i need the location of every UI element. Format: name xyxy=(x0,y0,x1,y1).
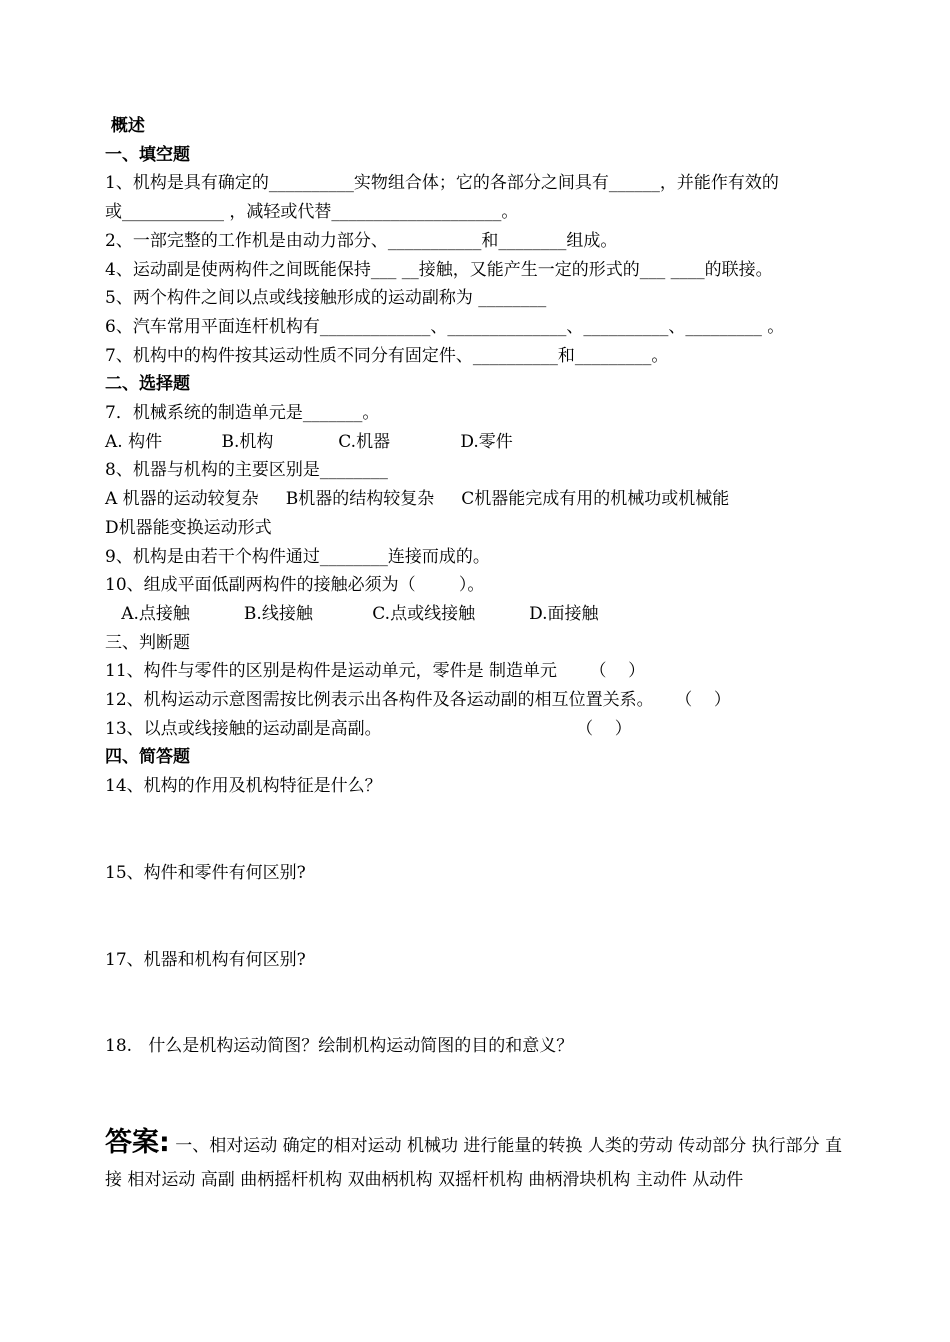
question-10-options: A.点接触 B.线接触 C.点或线接触 D.面接触 xyxy=(105,603,599,624)
question-8-options: A 机器的运动较复杂 B机器的结构较复杂 C机器能完成有用的机械功或机械能 xyxy=(105,489,730,510)
answer-title: 答案: xyxy=(105,1127,170,1158)
question-4: 4、运动副是使两构件之间既能保持___ __接触，又能产生一定的形式的___ ____的联接。 xyxy=(105,259,773,280)
doc-title: 概述 xyxy=(105,116,145,136)
question-7-fill: 7、机构中的构件按其运动性质不同分有固定件、__________和_________。 xyxy=(105,345,669,366)
section-choice: 二、选择题 xyxy=(105,374,190,395)
question-13: 13、以点或线接触的运动副是高副。 （ ） xyxy=(105,718,632,739)
section-short-answer: 四、简答题 xyxy=(105,747,190,768)
question-17: 17、机器和机构有何区别? xyxy=(105,949,306,970)
question-15: 15、构件和零件有何区别? xyxy=(105,862,306,883)
question-9: 9、机构是由若干个构件通过________连接而成的。 xyxy=(105,546,490,567)
question-10: 10、组成平面低副两构件的接触必须为（ ）。 xyxy=(105,575,485,596)
question-7-options: A. 构件 B.机构 C.机器 D.零件 xyxy=(105,431,513,452)
question-2: 2、一部完整的工作机是由动力部分、___________和________组成。 xyxy=(105,230,618,251)
question-18: 18. 什么是机构运动简图？绘制机构运动简图的目的和意义？ xyxy=(105,1036,574,1057)
question-14: 14、机构的作用及机构特征是什么？ xyxy=(105,776,382,797)
question-11: 11、构件与零件的区别是构件是运动单元，零件是 制造单元 （ ） xyxy=(105,661,646,682)
document-body xyxy=(105,112,865,1061)
section-judgement: 三、判断题 xyxy=(105,632,190,653)
question-8: 8、机器与机构的主要区别是________ xyxy=(105,460,388,481)
question-8-option-d: D机器能变换运动形式 xyxy=(105,517,272,538)
question-1a: 1、机构是具有确定的__________实物组合体；它的各部分之间具有______，并能作有效的 xyxy=(105,173,779,194)
question-1b: 或____________ ，减轻或代替____________________。 xyxy=(105,202,519,223)
question-7: 7．机械系统的制造单元是_______。 xyxy=(105,403,380,424)
section-fill-in: 一、填空题 xyxy=(105,144,190,165)
question-5: 5、两个构件之间以点或线接触形成的运动副称为 ________ xyxy=(105,288,547,309)
question-6: 6、汽车常用平面连杆机构有_____________、______________、__________、_________ 。 xyxy=(105,316,785,337)
answer-block xyxy=(105,1126,855,1197)
question-12: 12、机构运动示意图需按比例表示出各构件及各运动副的相互位置关系。 （ ） xyxy=(105,690,731,711)
answer-text: 一、相对运动 确定的相对运动 机械功 进行能量的转换 人类的劳动 传动部分 执行部分 直接 相对运动 高副 曲柄摇杆机构 双曲柄机构 双摇杆机构 曲柄滑块机构 主动件 从动件 xyxy=(105,1136,843,1190)
